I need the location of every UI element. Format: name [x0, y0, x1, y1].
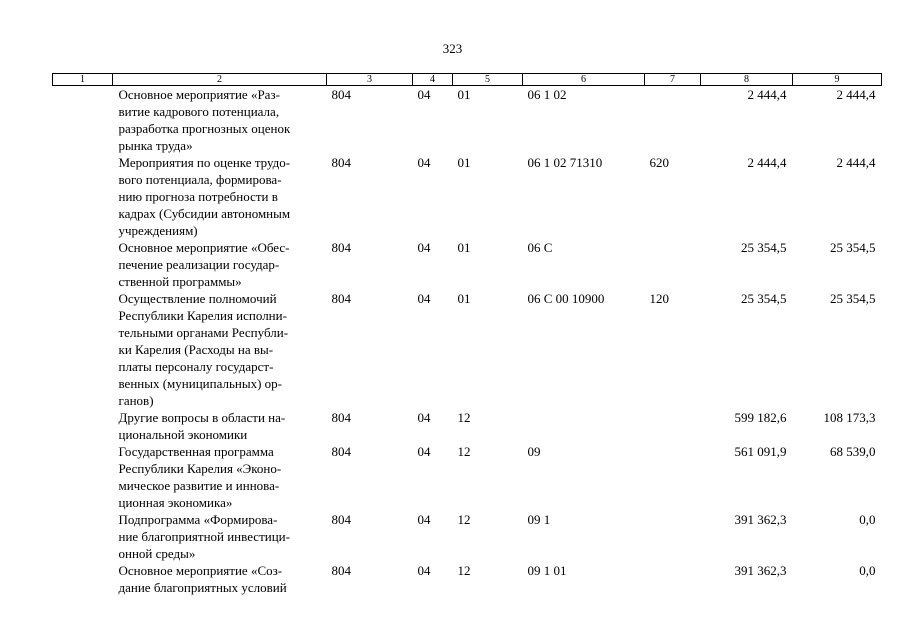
item-name-cell [113, 154, 327, 239]
amount-year2-cell: 0,0 [859, 563, 876, 578]
item-name-line: вого потенциала, формирова- [118, 172, 282, 187]
header-col-2: 2 [113, 74, 327, 86]
header-col-8: 8 [701, 74, 793, 86]
amount-year1-cell: 2 444,4 [747, 155, 787, 170]
item-name-line: Основное мероприятие «Обес- [118, 240, 290, 255]
amount-year2-cell: 2 444,4 [836, 155, 876, 170]
header-col-9: 9 [793, 74, 882, 86]
item-name-cell [113, 290, 327, 409]
item-name-cell [113, 511, 327, 562]
section-code-cell: 04 [417, 444, 431, 459]
row-number-cell [53, 239, 113, 290]
header-row [53, 74, 882, 86]
expense-type-cell [645, 239, 701, 290]
ministry-code-cell: 804 [331, 87, 351, 102]
item-name-line: рынка труда» [118, 138, 193, 153]
item-name-line: витие кадрового потенциала, [118, 104, 280, 119]
amount-year1-cell: 391 362,3 [734, 563, 787, 578]
item-name-line: циональной экономики [118, 427, 248, 442]
section-code-cell: 04 [417, 410, 431, 425]
subsection-code-cell: 01 [457, 155, 471, 170]
item-name-line: учреждениям) [118, 223, 198, 238]
amount-year2-cell: 25 354,5 [830, 240, 876, 255]
table-row [53, 290, 882, 409]
ministry-code-cell: 804 [331, 155, 351, 170]
amount-year2-cell: 68 539,0 [830, 444, 876, 459]
amount-year2-cell: 25 354,5 [830, 291, 876, 306]
item-name-line: тельными органами Республи- [118, 325, 289, 340]
row-number-cell [53, 86, 113, 155]
item-name-line: дание благоприятных условий [118, 580, 287, 595]
row-number-cell [53, 511, 113, 562]
table-row [53, 154, 882, 239]
item-name-line: печение реализации государ- [118, 257, 280, 272]
item-name-line: Другие вопросы в области на- [118, 410, 286, 425]
amount-year1-cell: 391 362,3 [734, 512, 787, 527]
item-name-line: ственной программы» [118, 274, 242, 289]
item-name-line: мическое развитие и иннова- [118, 478, 280, 493]
item-name-line: ки Карелия (Расходы на вы- [118, 342, 274, 357]
amount-year2-cell: 2 444,4 [836, 87, 876, 102]
header-col-6: 6 [523, 74, 645, 86]
row-number-cell [53, 290, 113, 409]
expense-type-cell [645, 511, 701, 562]
subsection-code-cell: 12 [457, 410, 471, 425]
ministry-code-cell: 804 [331, 444, 351, 459]
target-article-cell: 06 1 02 [527, 87, 567, 102]
item-name-line: венных (муниципальных) ор- [118, 376, 282, 391]
ministry-code-cell: 804 [331, 240, 351, 255]
page-number: 323 [442, 41, 463, 56]
expense-type-cell [645, 562, 701, 596]
subsection-code-cell: 12 [457, 563, 471, 578]
table-row [53, 562, 882, 596]
item-name-line: разработка прогнозных оценок [118, 121, 291, 136]
target-article-cell: 06 С [527, 240, 553, 255]
amount-year1-cell: 599 182,6 [734, 410, 787, 425]
target-article-cell: 09 1 01 [527, 563, 567, 578]
header-col-1: 1 [53, 74, 113, 86]
section-code-cell: 04 [417, 240, 431, 255]
item-name-line: нию прогноза потребности в [118, 189, 278, 204]
item-name-cell [113, 239, 327, 290]
row-number-cell [53, 409, 113, 443]
amount-year1-cell: 25 354,5 [741, 291, 787, 306]
table-body [53, 86, 882, 597]
ministry-code-cell: 804 [331, 512, 351, 527]
target-article-cell [523, 409, 645, 443]
row-number-cell [53, 562, 113, 596]
header-col-3: 3 [327, 74, 413, 86]
amount-year1-cell: 2 444,4 [747, 87, 787, 102]
item-name-line: ционная экономика» [118, 495, 233, 510]
table-header [53, 74, 882, 86]
expense-type-cell: 120 [649, 291, 669, 306]
budget-table [52, 73, 882, 596]
ministry-code-cell: 804 [331, 410, 351, 425]
expense-type-cell: 620 [649, 155, 669, 170]
item-name-line: Государственная программа [118, 444, 274, 459]
item-name-line: ганов) [118, 393, 154, 408]
section-code-cell: 04 [417, 563, 431, 578]
item-name-line: Осуществление полномочий [118, 291, 277, 306]
item-name-line: Республики Карелия исполни- [118, 308, 287, 323]
item-name-line: Республики Карелия «Эконо- [118, 461, 282, 476]
header-col-4: 4 [413, 74, 453, 86]
item-name-cell [113, 409, 327, 443]
target-article-cell: 09 [527, 444, 541, 459]
table-row [53, 86, 882, 155]
amount-year2-cell: 108 173,3 [823, 410, 876, 425]
subsection-code-cell: 01 [457, 240, 471, 255]
target-article-cell: 09 1 [527, 512, 551, 527]
subsection-code-cell: 01 [457, 87, 471, 102]
row-number-cell [53, 443, 113, 511]
table-row [53, 443, 882, 511]
subsection-code-cell: 12 [457, 444, 471, 459]
section-code-cell: 04 [417, 155, 431, 170]
section-code-cell: 04 [417, 512, 431, 527]
amount-year2-cell: 0,0 [859, 512, 876, 527]
expense-type-cell [645, 443, 701, 511]
ministry-code-cell: 804 [331, 563, 351, 578]
ministry-code-cell: 804 [331, 291, 351, 306]
header-col-5: 5 [453, 74, 523, 86]
amount-year1-cell: 25 354,5 [741, 240, 787, 255]
table-row [53, 511, 882, 562]
item-name-line: Основное мероприятие «Раз- [118, 87, 280, 102]
subsection-code-cell: 01 [457, 291, 471, 306]
item-name-line: Подпрограмма «Формирова- [118, 512, 278, 527]
item-name-cell [113, 86, 327, 155]
item-name-line: ние благоприятной инвестици- [118, 529, 290, 544]
header-col-7: 7 [645, 74, 701, 86]
item-name-line: Основное мероприятие «Соз- [118, 563, 283, 578]
expense-type-cell [645, 86, 701, 155]
target-article-cell: 06 1 02 71310 [527, 155, 603, 170]
section-code-cell: 04 [417, 87, 431, 102]
target-article-cell: 06 С 00 10900 [527, 291, 605, 306]
amount-year1-cell: 561 091,9 [734, 444, 787, 459]
section-code-cell: 04 [417, 291, 431, 306]
item-name-line: платы персоналу государст- [118, 359, 274, 374]
row-number-cell [53, 154, 113, 239]
table-row [53, 409, 882, 443]
item-name-line: онной среды» [118, 546, 196, 561]
item-name-line: Мероприятия по оценке трудо- [118, 155, 291, 170]
item-name-cell [113, 443, 327, 511]
expense-type-cell [645, 409, 701, 443]
item-name-line: кадрах (Субсидии автономным [118, 206, 291, 221]
table-row [53, 239, 882, 290]
item-name-cell [113, 562, 327, 596]
subsection-code-cell: 12 [457, 512, 471, 527]
